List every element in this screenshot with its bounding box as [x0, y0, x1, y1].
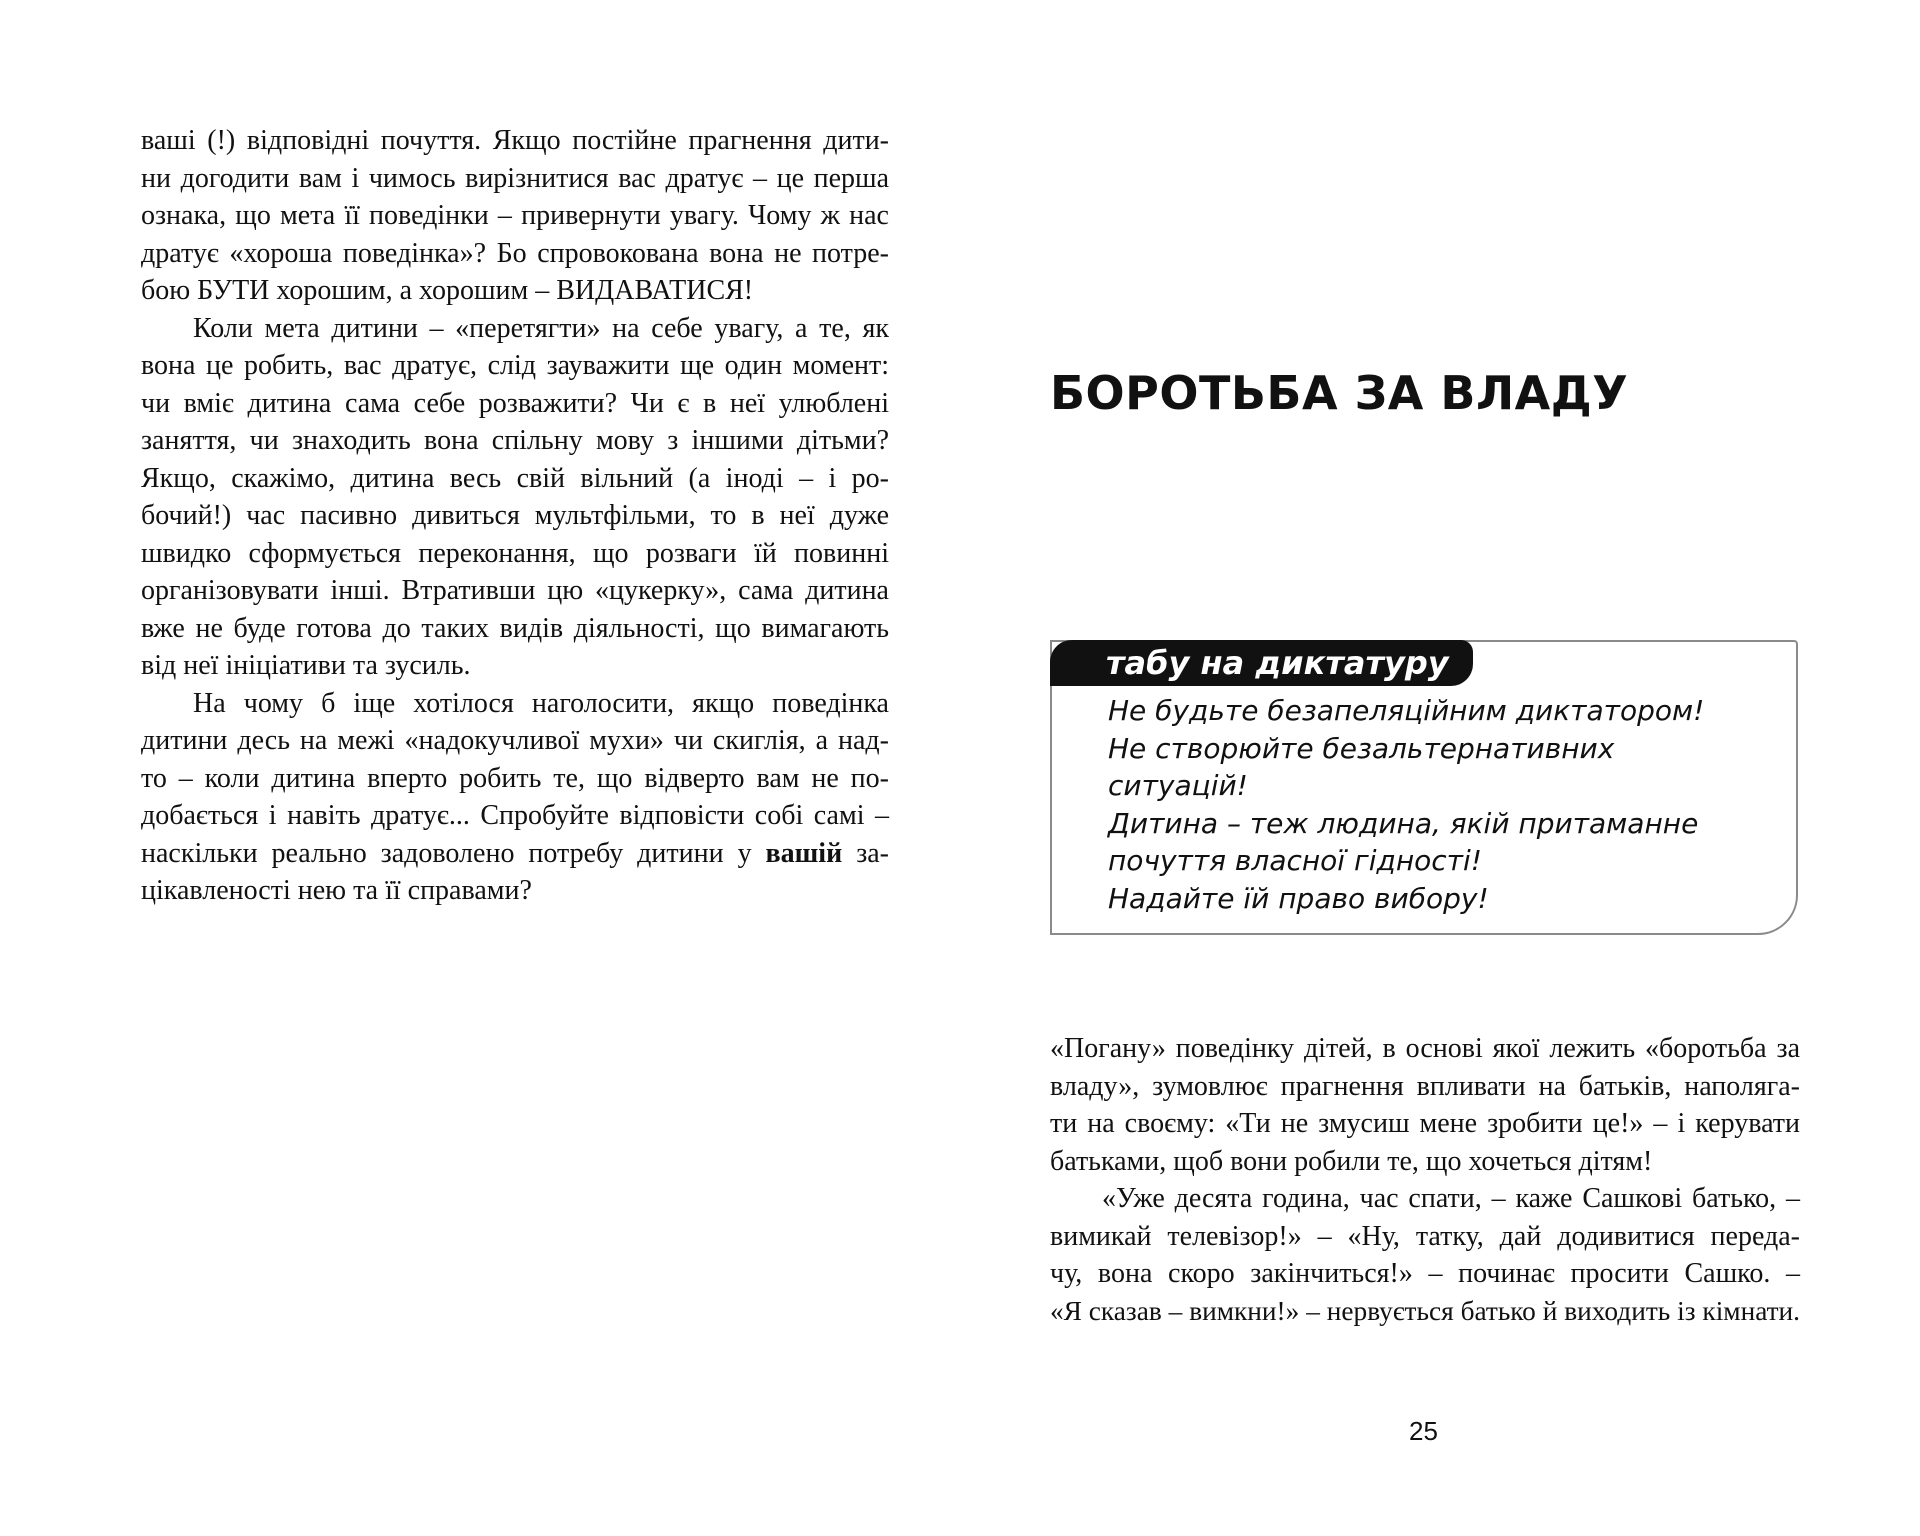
- text-line: швидко сформується переконання, що розваги їй повинні: [141, 537, 889, 569]
- text-line: ти на своєму: «Ти не змусиш мене зробити це!» – і керувати: [1050, 1108, 1800, 1139]
- left-page-body-text: [141, 122, 889, 910]
- text-line: бочий!) час пасивно дивиться мультфільми, то в неї дуже: [141, 500, 889, 531]
- callout-title-tab: табу на диктатуру: [1050, 640, 1473, 686]
- text-line: чи вміє дитина сама себе розважити? Чи є в неї улюблені: [141, 387, 889, 419]
- text-line-with-emphasis: [141, 835, 889, 873]
- callout-line: Не створюйте безальтернативних: [1108, 731, 1615, 765]
- right-page-body-text: [1050, 1030, 1800, 1330]
- text-line: ваші (!) відповідні почуття. Якщо постійне прагнення дити-: [141, 125, 889, 156]
- text-line: ни догодити вам і чимось вирізнитися вас дратує – це перша: [141, 162, 889, 194]
- text-line: дратує «хороша поведінка»? Бо спровокована вона не потре-: [141, 237, 889, 269]
- callout-line: Надайте їй право вибору!: [1108, 881, 1489, 915]
- text-line: На чому б іще хотілося наголосити, якщо поведінка: [193, 687, 889, 719]
- tip-callout-box: [1050, 640, 1798, 935]
- text-line: організовувати інші. Втративши цю «цукерку», сама дитина: [141, 575, 889, 606]
- text-line: заняття, чи знаходить вона спільну мову з іншими дітьми?: [141, 425, 889, 456]
- text-line: дитини десь на межі «надокучливої мухи» чи скиглія, а над-: [141, 725, 889, 756]
- callout-list: [1108, 692, 1704, 917]
- text-line: «Погану» поведінку дітей, в основі якої лежить «боротьба за: [1050, 1033, 1800, 1064]
- text-line: «Я сказав – вимкни!» – нервується батько й виходить із кімнати.: [1050, 1295, 1800, 1326]
- page-number: 25: [1409, 1416, 1438, 1446]
- text-line: добається і навіть дратує... Спробуйте відповісти собі самі –: [141, 800, 889, 831]
- text-line: бою БУТИ хорошим, а хорошим – ВИДАВАТИСЯ!: [141, 275, 754, 306]
- emphasis-word: вашій: [765, 837, 843, 869]
- text-run: наскільки реально задоволено потребу дитини у: [141, 837, 766, 869]
- text-run: за-: [842, 837, 889, 869]
- callout-line: ситуацій!: [1108, 769, 1248, 802]
- right-page: [960, 0, 1920, 1536]
- callout-line: Не будьте безапеляційним диктатором!: [1108, 694, 1705, 727]
- text-line: чу, вона скоро закінчиться!» – починає просити Сашко. –: [1050, 1258, 1800, 1289]
- text-line: від неї ініціативи та зусиль.: [141, 650, 471, 681]
- text-line: Якщо, скажімо, дитина весь свій вільний (а іноді – і ро-: [141, 462, 889, 494]
- text-line: батьками, щоб вони робили те, що хочеться дітям!: [1050, 1145, 1653, 1177]
- text-line: владу», зумовлює прагнення впливати на батьків, наполяга-: [1050, 1070, 1800, 1102]
- text-line: цікавленості нею та її справами?: [141, 875, 532, 906]
- text-line: ознака, що мета її поведінки – привернути увагу. Чому ж нас: [141, 200, 889, 231]
- section-heading: БОРОТЬБА ЗА ВЛАДУ: [1050, 366, 1629, 420]
- text-line: вона це робить, вас дратує, слід зауважити ще один момент:: [141, 350, 889, 381]
- text-line: то – коли дитина вперто робить те, що відверто вам не по-: [141, 762, 889, 794]
- callout-line: Дитина – теж людина, якій притаманне: [1108, 806, 1699, 840]
- text-line: «Уже десята година, час спати, – каже Сашкові батько, –: [1102, 1183, 1800, 1214]
- callout-line: почуття власної гідності!: [1108, 844, 1482, 877]
- text-line: Коли мета дитини – «перетягти» на себе увагу, а те, як: [193, 312, 889, 344]
- text-line: вимикай телевізор!» – «Ну, татку, дай додивитися переда-: [1050, 1220, 1800, 1252]
- text-line: вже не буде готова до таких видів діяльності, що вимагають: [141, 612, 889, 644]
